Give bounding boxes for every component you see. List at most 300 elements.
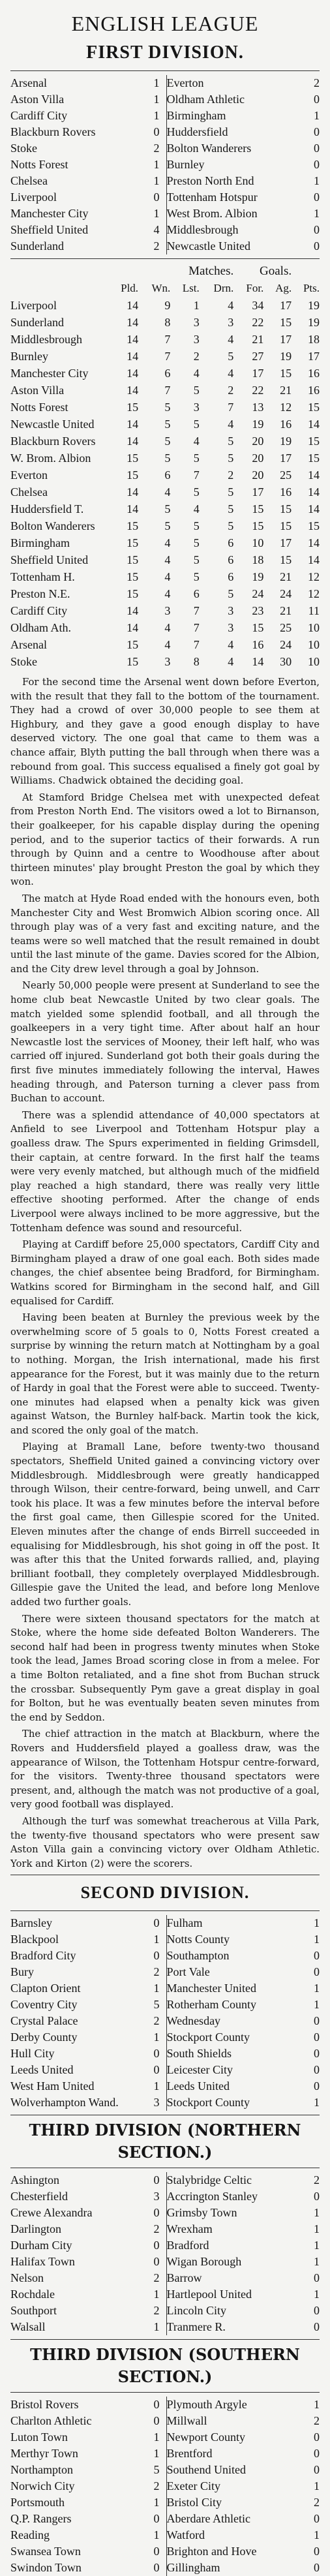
table-cell: 12 — [280, 401, 292, 414]
away-score: 0 — [314, 93, 320, 106]
away-score: 1 — [314, 2479, 320, 2493]
home-score: 0 — [153, 2561, 160, 2575]
table-cell: 5 — [228, 519, 234, 532]
table-cell: 4 — [228, 333, 234, 346]
table-cell: 3 — [193, 333, 200, 346]
table-cell: 17 — [280, 299, 292, 312]
table-row — [10, 382, 320, 399]
result-row — [10, 2013, 320, 2029]
table-cell: 4 — [164, 553, 171, 566]
table-cell: 2 — [193, 350, 200, 363]
divider — [10, 2339, 320, 2340]
home-team: Q.P. Rangers — [10, 2512, 72, 2526]
table-row — [10, 653, 320, 670]
table-cell: 17 — [252, 367, 264, 380]
away-team: Middlesbrough — [166, 223, 239, 236]
match-report — [10, 675, 320, 1871]
table-cell: 5 — [193, 536, 200, 549]
team-name: Sunderland — [10, 316, 64, 329]
table-cell: 21 — [280, 604, 292, 617]
result-row — [10, 2094, 320, 2111]
home-score: 1 — [153, 174, 160, 187]
table-cell: 15 — [127, 519, 139, 532]
table-cell: 7 — [164, 333, 171, 346]
home-team: Barnsley — [10, 1916, 52, 1930]
table-cell: 25 — [280, 468, 292, 482]
home-score: 1 — [153, 1933, 160, 1946]
result-row — [10, 75, 320, 91]
table-cell: 5 — [193, 452, 200, 465]
table-cell: 23 — [252, 604, 264, 617]
home-score: 0 — [153, 2545, 160, 2558]
table-cell: 7 — [193, 604, 200, 617]
team-name: Huddersfield T. — [10, 502, 84, 515]
home-score: 2 — [153, 142, 160, 155]
result-row — [10, 2270, 320, 2286]
table-cell: 21 — [280, 384, 292, 397]
table-column-headers — [10, 280, 320, 297]
table-cell: 6 — [228, 536, 234, 549]
home-team: Swansea Town — [10, 2545, 81, 2558]
home-team: Sunderland — [10, 239, 64, 253]
table-cell: 15 — [308, 519, 320, 532]
away-score: 0 — [314, 158, 320, 171]
result-row — [10, 2029, 320, 2046]
table-row — [10, 500, 320, 517]
table-row — [10, 416, 320, 433]
result-row — [10, 2429, 320, 2446]
table-cell: 3 — [228, 316, 234, 329]
table-cell: 15 — [280, 502, 292, 515]
away-score: 0 — [314, 2063, 320, 2077]
result-row — [10, 222, 320, 238]
home-team: Crewe Alexandra — [10, 2206, 93, 2220]
home-score: 5 — [153, 1998, 160, 2012]
table-cell: 7 — [228, 401, 234, 414]
result-row — [10, 2478, 320, 2494]
table-cell: 14 — [308, 418, 320, 431]
table-cell: 4 — [164, 485, 171, 498]
report-paragraph: The match at Hyde Road ended with the honours even, both Manchester City and West Bromwich Albion scoring once. All through play was of a very fast and exciting nature, and the teams were so well matched that the result remained in doubt until the last minute of the game. Davies scored for the Albion, and the City drew level through a goal by Johnson. — [10, 893, 320, 975]
team-name: Sheffield United — [10, 553, 89, 566]
away-score: 0 — [314, 2561, 320, 2575]
away-team: Port Vale — [166, 1965, 210, 1979]
result-row — [10, 189, 320, 206]
result-row — [10, 2188, 320, 2205]
away-score: 0 — [314, 2047, 320, 2061]
home-team: Charlton Athletic — [10, 2414, 92, 2428]
home-team: Leeds United — [10, 2063, 74, 2077]
home-team: West Ham United — [10, 2079, 95, 2093]
table-cell: 19 — [252, 570, 264, 583]
away-team: Aberdare Athletic — [166, 2512, 250, 2526]
table-cell: 18 — [252, 553, 264, 566]
away-score: 0 — [314, 2430, 320, 2444]
third-south-results — [10, 2397, 320, 2576]
table-row — [10, 517, 320, 534]
table-cell: 14 — [308, 502, 320, 515]
away-score: 0 — [314, 2014, 320, 2028]
table-cell: 15 — [127, 570, 139, 583]
table-cell: 16 — [308, 384, 320, 397]
result-row — [10, 238, 320, 254]
table-cell: 5 — [164, 418, 171, 431]
away-score: 1 — [314, 2288, 320, 2301]
home-score: 2 — [153, 239, 160, 253]
home-score: 3 — [153, 2096, 160, 2109]
table-cell: 19 — [308, 316, 320, 329]
away-team: Newcastle United — [166, 239, 250, 253]
table-cell: 15 — [127, 468, 139, 482]
away-score: 1 — [314, 1998, 320, 2012]
away-team: Stockport County — [166, 2096, 250, 2109]
home-score: 5 — [153, 2463, 160, 2477]
away-team: West Brom. Albion — [166, 207, 258, 220]
home-score: 0 — [153, 2398, 160, 2412]
away-team: Stockport County — [166, 2031, 250, 2044]
away-team: Bolton Wanderers — [166, 142, 252, 155]
away-score: 0 — [314, 239, 320, 253]
home-team: Portsmouth — [10, 2496, 65, 2509]
table-row — [10, 483, 320, 500]
table-row — [10, 619, 320, 636]
away-team: Oldham Athletic — [166, 93, 245, 106]
away-team: Huddersfield — [166, 125, 228, 138]
third-south-heading-line1: THIRD DIVISION (SOUTHERN — [30, 2345, 300, 2365]
away-score: 1 — [314, 1916, 320, 1930]
result-row — [10, 2319, 320, 2335]
away-team: Southampton — [166, 1949, 230, 1963]
divider — [10, 70, 320, 71]
away-score: 2 — [314, 2414, 320, 2428]
home-score: 0 — [153, 2047, 160, 2061]
table-cell: 19 — [252, 418, 264, 431]
away-score: 1 — [314, 1982, 320, 1995]
away-team: Leicester City — [166, 2063, 233, 2077]
away-score: 1 — [314, 2398, 320, 2412]
home-team: Bristol Rovers — [10, 2398, 79, 2412]
result-row — [10, 173, 320, 189]
table-cell: 5 — [164, 502, 171, 515]
away-score: 2 — [314, 2496, 320, 2509]
table-cell: 2 — [228, 468, 234, 482]
team-name: Oldham Ath. — [10, 621, 71, 634]
home-team: Rochdale — [10, 2288, 55, 2301]
table-cell: 17 — [280, 333, 292, 346]
third-north-heading-line2: SECTION.) — [117, 2143, 213, 2162]
home-score: 1 — [153, 2496, 160, 2509]
table-cell: 14 — [127, 418, 139, 431]
home-score: 1 — [153, 2320, 160, 2334]
column-header: For. — [246, 282, 264, 294]
away-team: Tottenham Hotspur — [166, 191, 258, 204]
home-score: 2 — [153, 2222, 160, 2236]
table-cell: 4 — [228, 367, 234, 380]
table-cell: 5 — [228, 502, 234, 515]
home-score: 2 — [153, 2271, 160, 2285]
table-cell: 5 — [193, 384, 200, 397]
table-cell: 13 — [252, 401, 264, 414]
table-cell: 5 — [193, 418, 200, 431]
result-row — [10, 206, 320, 222]
table-cell: 11 — [308, 604, 320, 617]
team-name: Stoke — [10, 655, 38, 668]
result-row — [10, 2046, 320, 2062]
table-cell: 15 — [280, 367, 292, 380]
table-cell: 19 — [308, 299, 320, 312]
table-cell: 24 — [252, 587, 264, 600]
table-row — [10, 534, 320, 551]
table-cell: 14 — [252, 655, 264, 668]
table-cell: 27 — [252, 350, 264, 363]
table-cell: 5 — [164, 435, 171, 448]
table-cell: 34 — [252, 299, 264, 312]
table-cell: 24 — [280, 587, 292, 600]
home-team: Wolverhampton Wand. — [10, 2096, 119, 2109]
table-cell: 3 — [164, 604, 171, 617]
table-cell: 14 — [127, 333, 139, 346]
table-cell: 4 — [193, 435, 200, 448]
away-team: Wednesday — [166, 2014, 221, 2028]
home-score: 1 — [153, 207, 160, 220]
away-score: 0 — [314, 1965, 320, 1979]
table-cell: 16 — [308, 367, 320, 380]
table-cell: 15 — [280, 519, 292, 532]
table-group-header — [10, 263, 320, 280]
table-cell: 14 — [127, 316, 139, 329]
table-cell: 22 — [252, 384, 264, 397]
result-row — [10, 91, 320, 108]
table-cell: 15 — [127, 401, 139, 414]
result-row — [10, 2462, 320, 2478]
table-cell: 14 — [308, 468, 320, 482]
table-cell: 14 — [308, 553, 320, 566]
result-row — [10, 1931, 320, 1948]
divider — [10, 2392, 320, 2393]
home-score: 2 — [153, 2014, 160, 2028]
table-cell: 4 — [164, 587, 171, 600]
table-cell: 20 — [252, 452, 264, 465]
table-cell: 14 — [308, 485, 320, 498]
home-score: 2 — [153, 2304, 160, 2318]
table-cell: 16 — [252, 638, 264, 651]
table-cell: 15 — [308, 452, 320, 465]
table-row — [10, 585, 320, 602]
table-cell: 4 — [228, 299, 234, 312]
home-team: Sheffield United — [10, 223, 89, 236]
table-cell: 4 — [228, 418, 234, 431]
table-cell: 19 — [280, 435, 292, 448]
table-cell: 14 — [127, 350, 139, 363]
home-team: Coventry City — [10, 1998, 78, 2012]
result-row — [10, 2397, 320, 2413]
team-name: W. Brom. Albion — [10, 452, 91, 465]
home-score: 1 — [153, 109, 160, 122]
result-row — [10, 2413, 320, 2429]
report-paragraph: For the second time the Arsenal went down before Everton, with the result that they fall to the bottom of the tournament. They had a crowd of over 30,000 people to see them at Highbury, and they gave a good enough display to have deserved victory. The one goal that came to them was a chance affair, Blyth putting the ball through when there was a rebound from goal. This success equalised a finely got goal by Williams. Chadwick obtained the deciding goal. — [10, 677, 320, 787]
away-score: 1 — [314, 207, 320, 220]
table-cell: 14 — [127, 384, 139, 397]
home-team: Nelson — [10, 2271, 44, 2285]
table-cell: 5 — [193, 553, 200, 566]
column-header: Wn. — [151, 282, 171, 294]
result-row — [10, 2062, 320, 2078]
away-score: 1 — [314, 2096, 320, 2109]
away-team: Hartlepool United — [166, 2288, 252, 2301]
away-team: Plymouth Argyle — [166, 2398, 247, 2412]
home-score: 1 — [153, 1982, 160, 1995]
table-cell: 15 — [252, 621, 264, 634]
first-division-table — [10, 263, 320, 670]
home-team: Blackpool — [10, 1933, 59, 1946]
table-cell: 5 — [228, 435, 234, 448]
column-header: Pts. — [303, 282, 320, 294]
report-paragraph: There was a splendid attendance of 40,000 spectators at Anfield to see Liverpool and Tottenham Hotspur play a goalless draw. The Spurs experimented in fielding Grimsdell, their captain, at centre forward. In the first half the teams were very evenly matched, but although much of the midfield play reached a high standard, there was really very little effective shooting performed. After the change of ends Liverpool were always inclined to be more aggressive, but the Tottenham defence was sound and resourceful. — [10, 1109, 320, 1234]
away-team: Rotherham County — [166, 1998, 257, 2012]
away-score: 0 — [314, 2320, 320, 2334]
table-cell: 10 — [308, 621, 320, 634]
team-name: Bolton Wanderers — [10, 519, 95, 532]
home-score: 2 — [153, 1965, 160, 1979]
table-cell: 22 — [252, 316, 264, 329]
away-team: Manchester United — [166, 1982, 256, 1995]
table-cell: 5 — [228, 350, 234, 363]
home-score: 4 — [153, 223, 160, 236]
away-team: Leeds United — [166, 2079, 230, 2093]
away-team: Tranmere R. — [166, 2320, 226, 2334]
away-team: Wigan Borough — [166, 2255, 242, 2269]
report-paragraph: Nearly 50,000 people were present at Sunderland to see the home club beat Newcastle United by two clear goals. The match yielded some splendid football, and all through the goalkeepers in a very tight time. After about half an hour Newcastle lost the services of Mooney, their left half, who was carried off injured. Sunderland got both their goals during the first five minutes immediately following the interval, Hawes heading through, and Paterson turning a clever pass from Buchan to account. — [10, 980, 320, 1105]
report-paragraph: Playing at Bramall Lane, before twenty-two thousand spectators, Sheffield United gained a convincing victory over Middlesbrough. Middlesbrough were greatly handicapped through Wilson, their centre-forward, being unwell, and Carr took his place. It was a few minutes before the interval before the first goal came, then Gillespie scored for the United. Eleven minutes after the change of ends Birrell succeeded in equalising for Middlesbrough, his shot going in off the post. It was after this that the United forwards rallied, and, playing brilliant football, they completely overplayed Middlesbrough. Gillespie gave the United the lead, and before long Menlove added two further goals. — [10, 1441, 320, 1608]
result-row — [10, 1948, 320, 1964]
team-name: Burnley — [10, 350, 48, 363]
table-cell: 5 — [228, 587, 234, 600]
away-score: 2 — [314, 2173, 320, 2187]
table-cell: 10 — [252, 536, 264, 549]
away-score: 0 — [314, 2304, 320, 2318]
away-team: Brighton and Hove — [166, 2545, 257, 2558]
home-team: Manchester City — [10, 207, 89, 220]
away-team: Stalybridge Celtic — [166, 2173, 252, 2187]
table-cell: 7 — [164, 384, 171, 397]
table-cell: 15 — [127, 655, 139, 668]
home-team: Crystal Palace — [10, 2014, 78, 2028]
result-row — [10, 1964, 320, 1980]
table-cell: 15 — [127, 587, 139, 600]
home-team: Norwich City — [10, 2479, 75, 2493]
away-team: Grimsby Town — [166, 2206, 237, 2220]
away-team: Lincoln City — [166, 2304, 227, 2318]
table-cell: 16 — [280, 418, 292, 431]
away-score: 1 — [314, 2206, 320, 2220]
home-team: Southport — [10, 2304, 57, 2318]
result-row — [10, 2446, 320, 2462]
first-division-results — [10, 75, 320, 254]
third-north-results — [10, 2172, 320, 2335]
away-team: Newport County — [166, 2430, 246, 2444]
away-team: Wrexham — [166, 2222, 213, 2236]
home-score: 1 — [153, 158, 160, 171]
home-score: 1 — [153, 93, 160, 106]
table-row — [10, 365, 320, 382]
home-score: 0 — [153, 2414, 160, 2428]
report-paragraph: Playing at Cardiff before 25,000 spectators, Cardiff City and Birmingham played a draw of one goal each. Both sides made changes, the chief absentee being Bradford, for Birmingham. Watkins scored for Birmingham in the second half, and Gill equalised for Cardiff. — [10, 1239, 320, 1307]
table-cell: 15 — [252, 502, 264, 515]
result-row — [10, 1997, 320, 2013]
second-division-heading: SECOND DIVISION. — [80, 1883, 250, 1903]
team-name: Middlesbrough — [10, 333, 82, 346]
away-team: Fulham — [166, 1916, 203, 1930]
home-team: Luton Town — [10, 2430, 68, 2444]
table-cell: 14 — [127, 502, 139, 515]
table-cell: 12 — [308, 570, 320, 583]
away-team: Barrow — [166, 2271, 202, 2285]
table-cell: 18 — [308, 333, 320, 346]
home-score: 0 — [153, 2255, 160, 2269]
table-cell: 5 — [228, 485, 234, 498]
table-cell: 3 — [193, 316, 200, 329]
away-score: 0 — [314, 2512, 320, 2526]
away-score: 0 — [314, 2190, 320, 2203]
table-cell: 2 — [228, 384, 234, 397]
table-row — [10, 331, 320, 348]
column-header: Ag. — [275, 282, 292, 294]
away-team: Southend United — [166, 2463, 247, 2477]
home-score: 1 — [153, 2447, 160, 2461]
table-cell: 5 — [193, 485, 200, 498]
home-team: Reading — [10, 2528, 50, 2542]
table-row — [10, 568, 320, 585]
result-row — [10, 108, 320, 124]
home-team: Stoke — [10, 142, 38, 155]
divider — [10, 258, 320, 259]
third-south-heading-line2: SECTION.) — [117, 2367, 213, 2387]
team-name: Chelsea — [10, 485, 48, 498]
result-row — [10, 2205, 320, 2221]
away-team: South Shields — [166, 2047, 232, 2061]
team-name: Arsenal — [10, 638, 47, 651]
matches-group-label: Matches. — [188, 264, 234, 278]
table-row — [10, 348, 320, 365]
table-cell: 4 — [193, 502, 200, 515]
result-row — [10, 2254, 320, 2270]
home-team: Aston Villa — [10, 93, 65, 106]
team-name: Tottenham H. — [10, 570, 75, 583]
table-cell: 1 — [193, 299, 200, 312]
table-cell: 8 — [164, 316, 171, 329]
home-score: 1 — [153, 2031, 160, 2044]
result-row — [10, 2303, 320, 2319]
table-cell: 4 — [228, 638, 234, 651]
away-team: Accrington Stanley — [166, 2190, 258, 2203]
table-cell: 6 — [164, 367, 171, 380]
home-score: 0 — [153, 125, 160, 138]
table-cell: 10 — [308, 638, 320, 651]
away-score: 1 — [314, 174, 320, 187]
home-team: Bury — [10, 1965, 34, 1979]
table-cell: 5 — [164, 519, 171, 532]
team-name: Cardiff City — [10, 604, 68, 617]
home-score: 0 — [153, 2063, 160, 2077]
table-cell: 25 — [280, 621, 292, 634]
table-cell: 7 — [164, 350, 171, 363]
away-score: 2 — [314, 76, 320, 89]
away-team: Bradford — [166, 2239, 209, 2252]
table-cell: 16 — [280, 485, 292, 498]
table-cell: 5 — [164, 401, 171, 414]
result-row — [10, 157, 320, 173]
table-cell: 3 — [228, 621, 234, 634]
